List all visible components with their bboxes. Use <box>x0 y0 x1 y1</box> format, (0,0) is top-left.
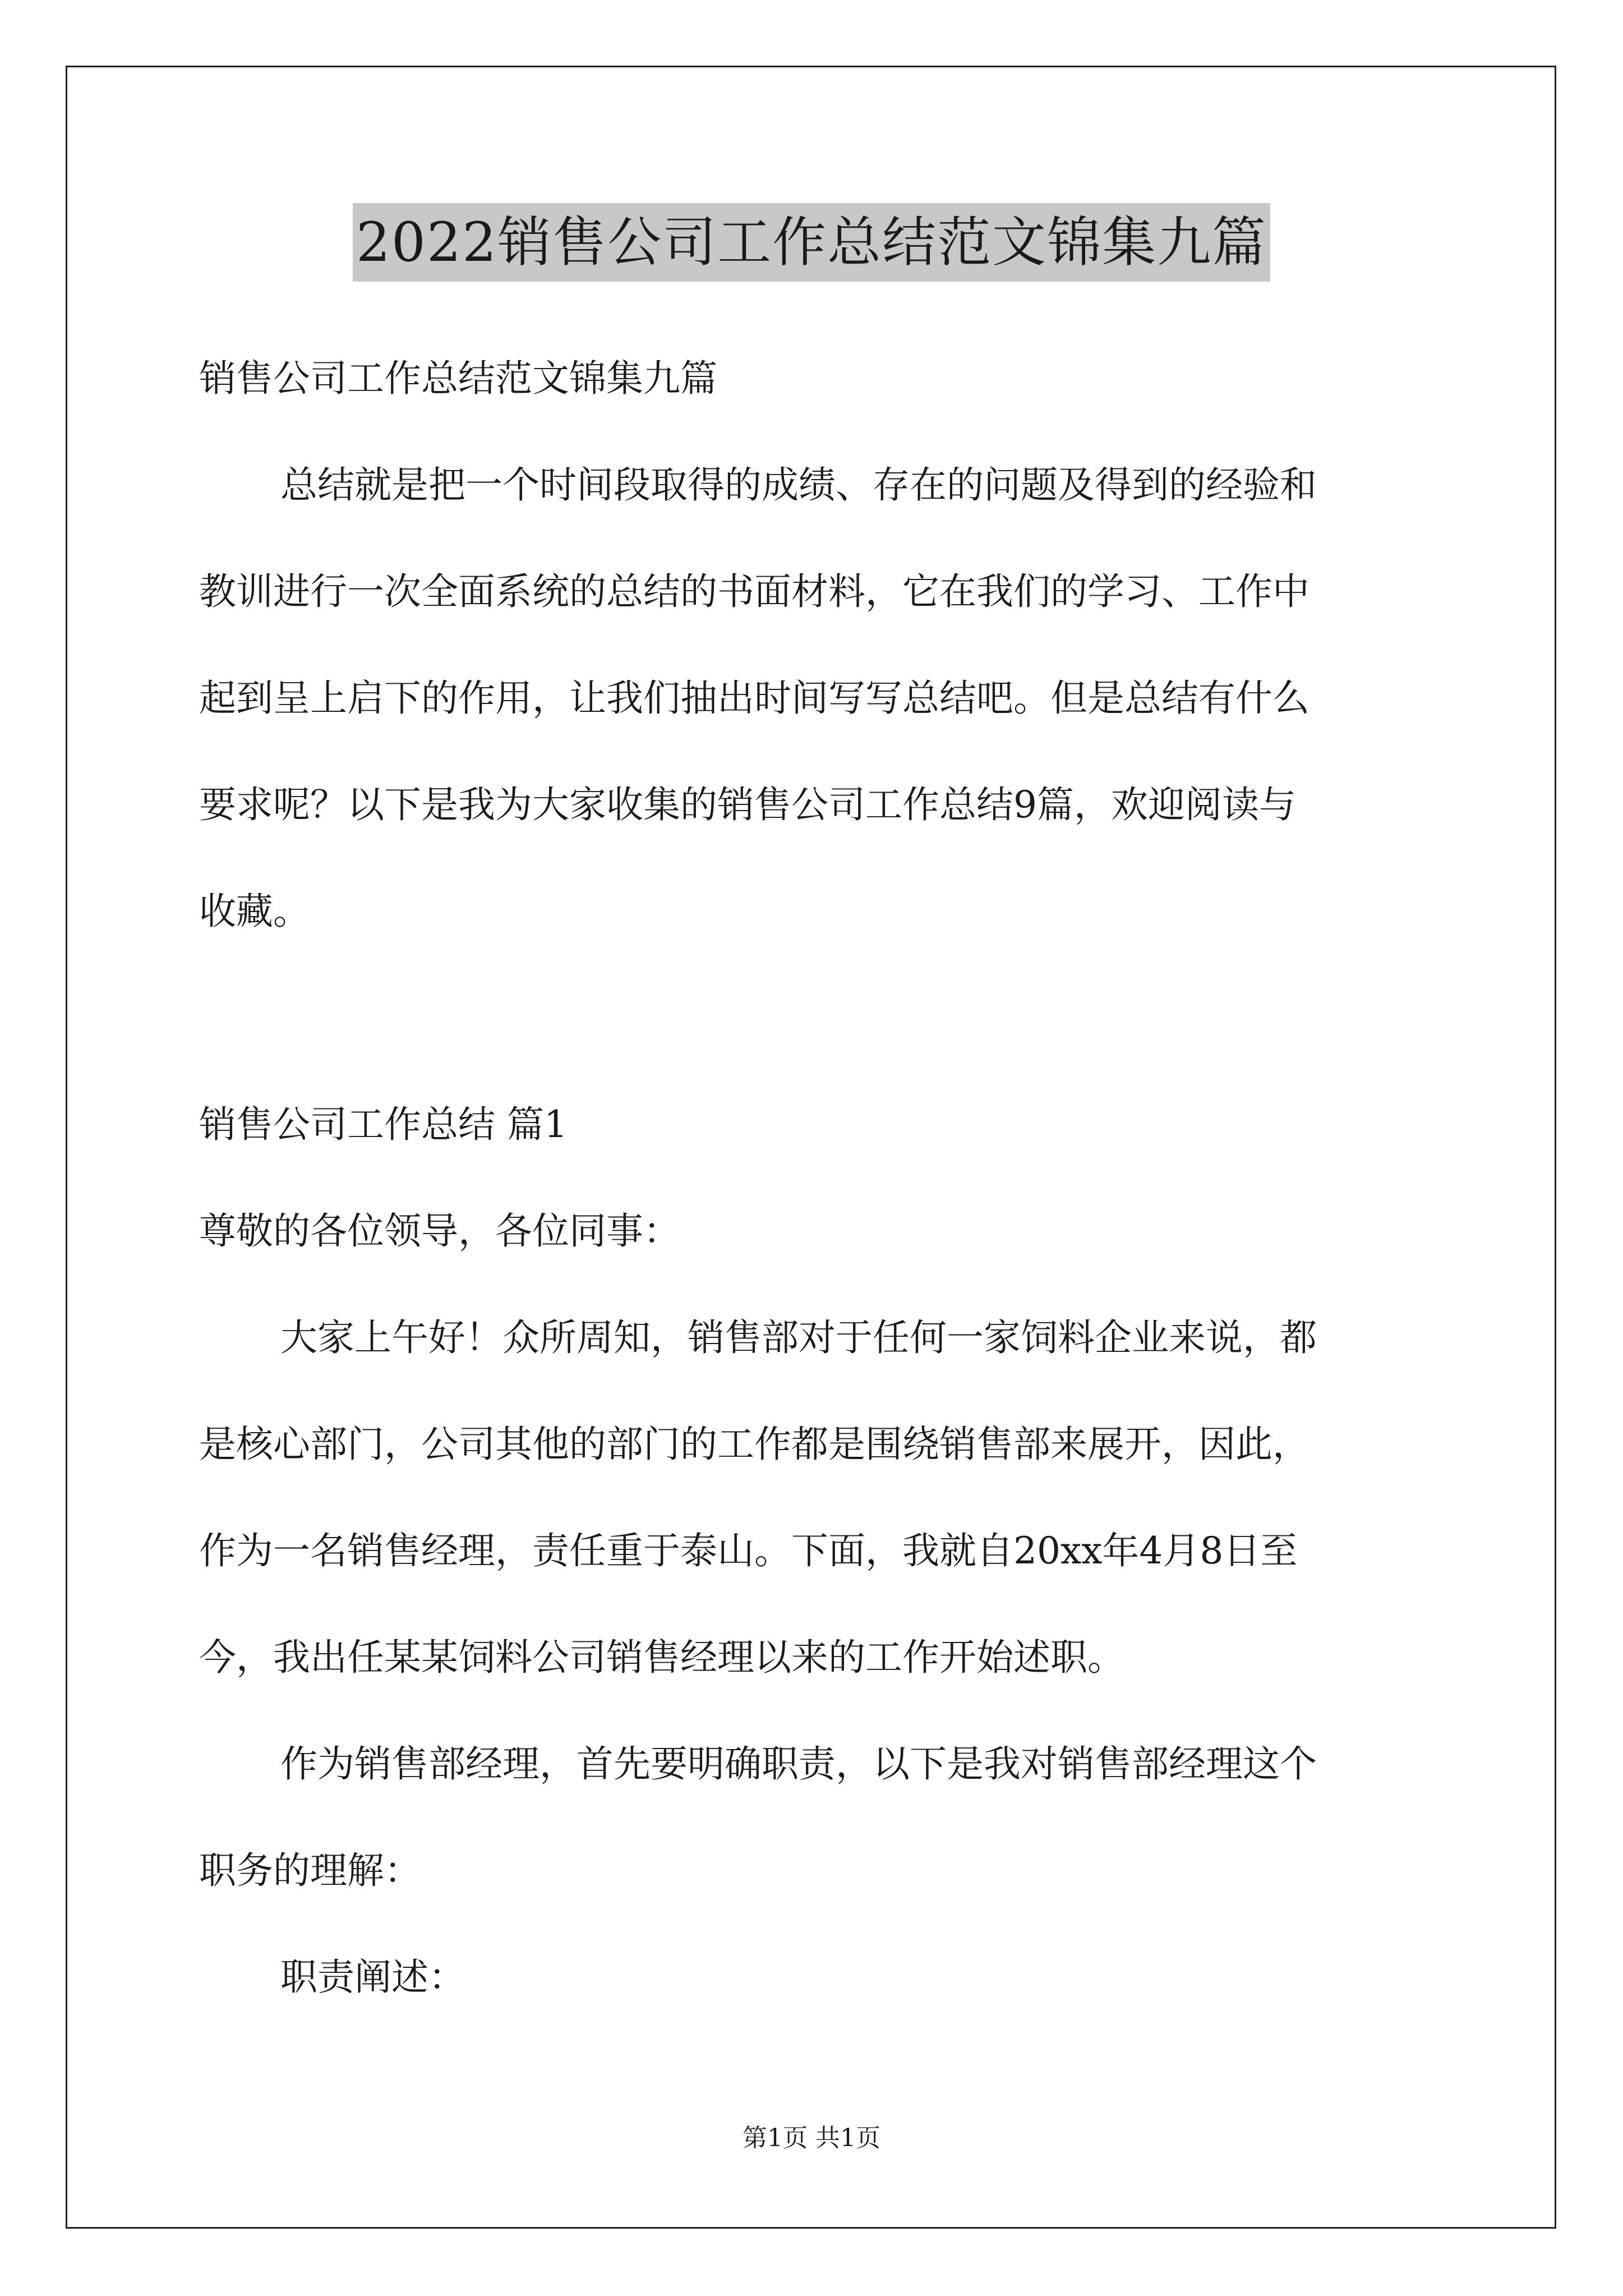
intro-line: 总结就是把一个时间段取得的成绩、存在的问题及得到的经验和 <box>280 463 1317 507</box>
paragraph-line: 是核心部门，公司其他的部门的工作都是围绕销售部来展开，因此， <box>199 1423 1310 1466</box>
intro-line: 收藏。 <box>199 890 310 933</box>
document-title: 2022销售公司工作总结范文锦集九篇 <box>353 203 1270 282</box>
paragraph-line: 作为销售部经理，首先要明确职责，以下是我对销售部经理这个 <box>280 1742 1317 1786</box>
paragraph-line: 大家上午好！众所周知，销售部对于任何一家饲料企业来说，都 <box>280 1316 1317 1359</box>
document-subtitle: 销售公司工作总结范文锦集九篇 <box>199 357 717 400</box>
duty-heading: 职责阐述： <box>280 1955 465 1999</box>
paragraph-line: 作为一名销售经理，责任重于泰山。下面，我就自20xx年4月8日至 <box>199 1529 1298 1572</box>
paragraph-line: 今，我出任某某饲料公司销售经理以来的工作开始述职。 <box>199 1636 1124 1679</box>
page-footer: 第1页 共1页 <box>743 2124 880 2152</box>
intro-line: 起到呈上启下的作用，让我们抽出时间写写总结吧。但是总结有什么 <box>199 677 1310 720</box>
intro-line: 要求呢？以下是我为大家收集的销售公司工作总结9篇，欢迎阅读与 <box>199 783 1296 826</box>
section-heading: 销售公司工作总结 篇1 <box>199 1103 568 1146</box>
paragraph-line: 职务的理解： <box>199 1849 421 1892</box>
title-container <box>0 203 1623 282</box>
greeting: 尊敬的各位领导，各位同事： <box>199 1209 680 1253</box>
intro-line: 教训进行一次全面系统的总结的书面材料，它在我们的学习、工作中 <box>199 570 1310 613</box>
